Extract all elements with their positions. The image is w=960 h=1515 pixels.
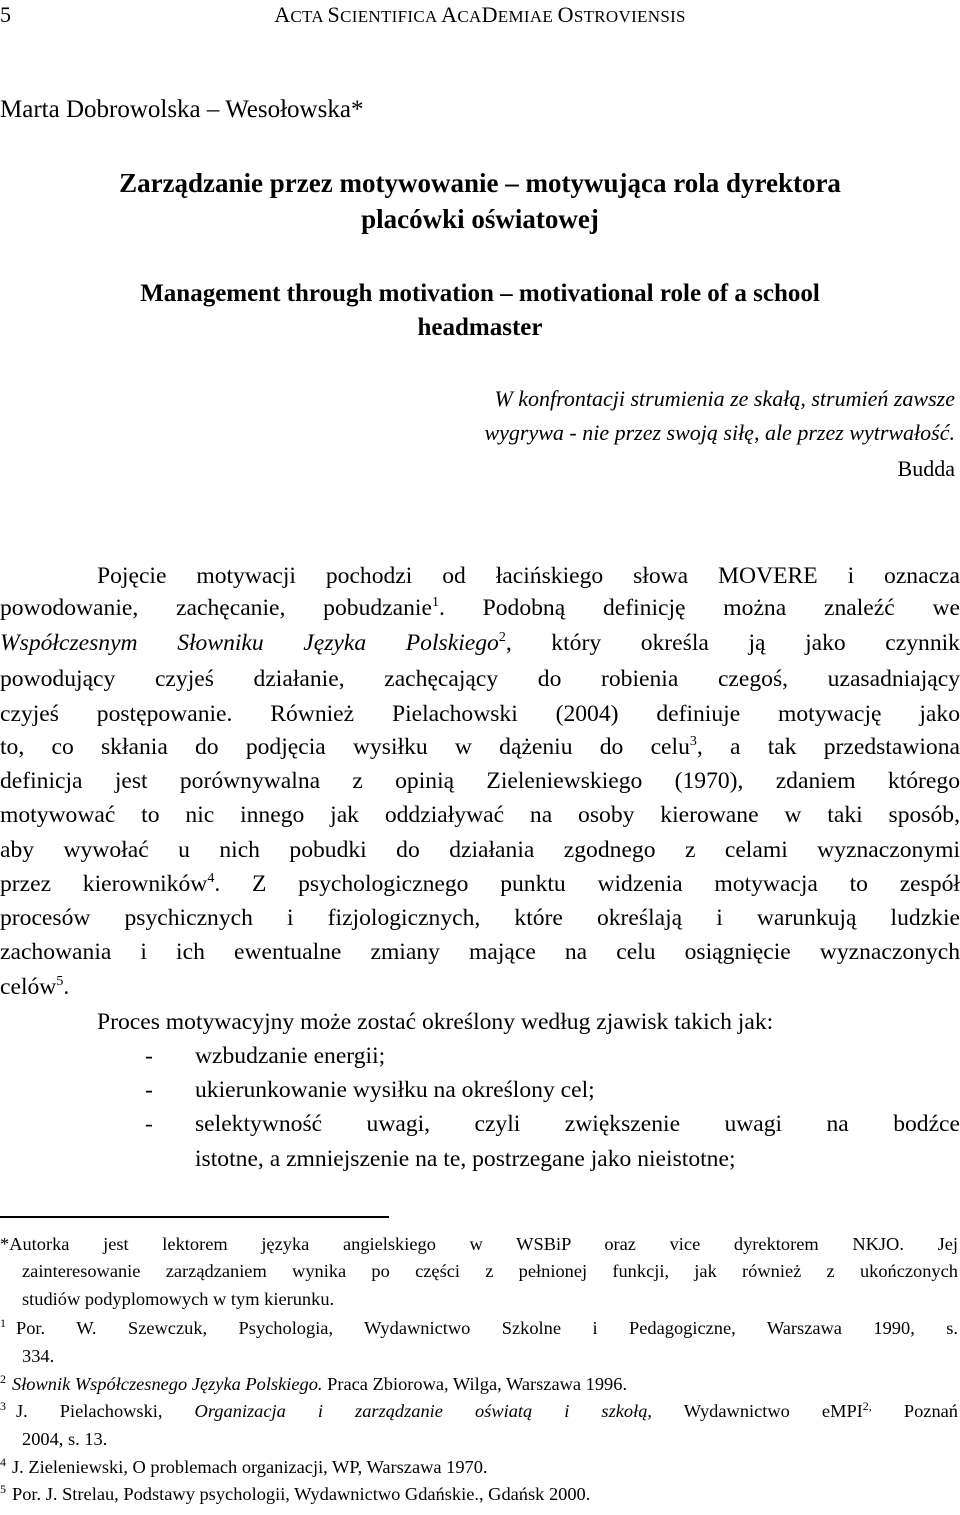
list-item: ukierunkowanie wysiłku na określony cel; [195,1077,595,1103]
motto-line: wygrywa - nie przez swoją siłę, ale przez wytrwałość. [484,420,955,445]
text-line: Współczesnym Słowniku Języka Polskiego$^2$, który określa ją jako czynnik [0,630,960,656]
text-line: celów$^5$. [0,974,70,1000]
footnote-number: 3 [0,1398,6,1413]
text-line: zachowania i ich ewentualne zmiany mające na celu osiągnięcie wyznaczonych [0,939,960,965]
footnote-separator [0,1216,389,1218]
text-line: aby wywołać u nich pobudki do działania zgodnego z celami wyznaczonymi [0,837,960,863]
text-line: czyjeś postępowanie. Również Pielachowski (2004) definiuje motywację jako [0,701,960,727]
text-line: Pojęcie motywacji pochodzi od łacińskiego słowa MOVERE i oznacza [97,563,960,589]
footnote-number: 4 [0,1454,6,1469]
footnote-ref: 4 [207,871,215,887]
list-item: wzbudzanie energii; [195,1043,386,1069]
footnote-number: 1 [0,1315,6,1330]
footnote-ref: 2 [498,630,506,646]
list-dash: - [145,1111,153,1137]
journal-running-head [0,2,960,28]
motto-line: W konfrontacji strumienia ze skałą, strumień zawsze [494,386,955,411]
text-line: powodowanie, zachęcanie, pobudzanie$^1$. Podobną definicję można znaleźć we [0,595,960,621]
footnote-ref: 3 [689,734,697,750]
journal-head-part: A [274,2,291,27]
text-line: przez kierowników$^4$. Z psychologicznego punktu widzenia motywacja to zespół [0,871,960,897]
text-line: to, co skłania do podjęcia wysiłku w dążeniu do celu$^3$, a tak przedstawiona [0,734,960,760]
footnote-ref: 5 [56,974,64,990]
footnote-4: $^4$ J. Zieleniewski, O problemach organizacji, WP, Warszawa 1970. [0,1454,488,1477]
list-dash: - [145,1077,153,1103]
footnote-ref: 1 [431,595,439,611]
text-line: powodujący czyjeś działanie, zachęcający do robienia czegoś, uzasadniający [0,666,960,692]
footnote-1: $^1$ Por. W. Szewczuk, Psychologia, Wydawnictwo Szkolne i Pedagogiczne, Warszawa 1990, s. [0,1315,958,1338]
journal-head-part: CIENTIFICA [340,7,442,26]
author-name: Marta Dobrowolska – Wesołowska* [0,96,364,123]
author-note-line: studiów podyplomowych w tym kierunku. [22,1289,335,1309]
title-polish-line: Zarządzanie przez motywowanie – motywująca rola dyrektora [119,168,841,198]
footnote-1-continuation: 334. [22,1346,55,1366]
title-polish-line: placówki oświatowej [361,204,599,234]
text-line: procesów psychicznych i fizjologicznych, które określają i warunkują ludzkie [0,905,960,931]
text-line: motywować to nic innego jak oddziaływać na osoby kierowane w taki sposób, [0,802,960,828]
journal-head-part: O [557,2,574,27]
author-note-line: zainteresowanie zarządzaniem wynika po części z pełnionej funkcji, jak również z ukończonych [22,1261,958,1281]
text-line: Proces motywacyjny może zostać określony według zjawisk takich jak: [97,1009,774,1035]
list-item: selektywność uwagi, czyli zwiększenie uwagi na bodźce [195,1111,960,1137]
motto-author: Budda [897,456,955,481]
journal-head-part: CA [457,7,482,26]
journal-head-part: A [441,2,458,27]
author-note-line: *Autorka jest lektorem języka angielskiego w WSBiP oraz vice dyrektorem NKJO. Jej [0,1234,958,1254]
journal-head-part: EMIAE [497,7,558,26]
footnote-number: 5 [0,1481,6,1496]
footnote-3: $^3$ J. Pielachowski, Organizacja i zarządzanie oświatą i szkołą, Wydawnictwo eMPI$^{2,}$ Poznań [0,1398,958,1421]
journal-head-part: D [481,2,498,27]
footnote-2: $^2$ Słownik Współczesnego Języka Polskiego. Praca Zbiorowa, Wilga, Warszawa 1996. [0,1371,628,1394]
footnote-3-continuation: 2004, s. 13. [22,1429,108,1449]
journal-head-part: S [327,2,341,27]
journal-head-part: STROVIENSIS [573,7,686,26]
title-english-line: Management through motivation – motivational role of a school [140,280,820,307]
text-line: definicja jest porównywalna z opinią Zieleniewskiego (1970), zdaniem którego [0,768,960,794]
list-item-continuation: istotne, a zmniejszenie na te, postrzegane jako nieistotne; [195,1146,736,1172]
list-dash: - [145,1043,153,1069]
footnote-number: 2 [0,1371,6,1386]
journal-head-part: CTA [290,7,328,26]
page-number: 5 [0,2,11,27]
title-english-line: headmaster [417,314,543,341]
footnote-5: $^5$ Por. J. Strelau, Podstawy psychologii, Wydawnictwo Gdańskie., Gdańsk 2000. [0,1481,591,1504]
